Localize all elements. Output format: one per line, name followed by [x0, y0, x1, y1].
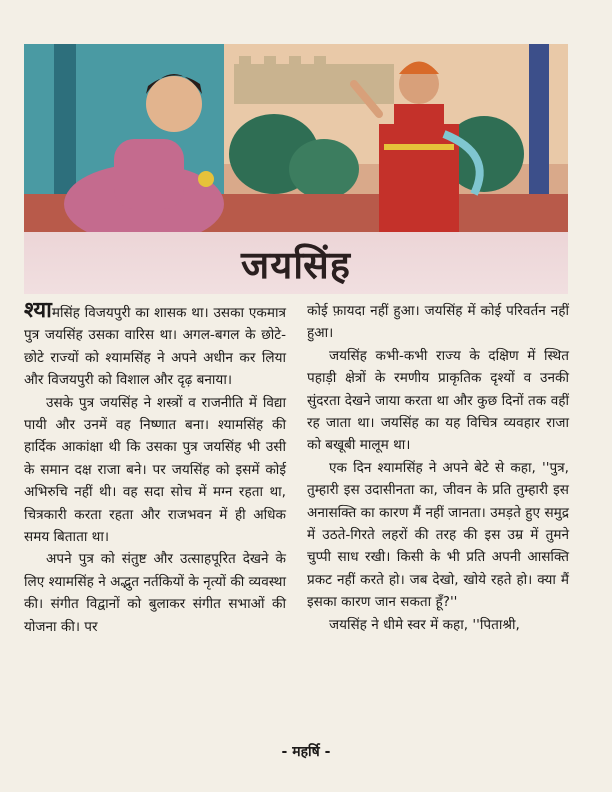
story-illustration: [24, 44, 568, 234]
story-title: जयसिंह: [241, 243, 351, 287]
illustration-art: [24, 44, 568, 232]
paragraph: उसके पुत्र जयसिंह ने शस्त्रों व राजनीति में विद्या पायी और उनमें वह निष्णात बना। श्यामसिंह की हार्दिक आकांक्षा थी कि उसका पुत्र जयसिंह भी उसी के समान दक्ष राजा बने। पर जयसिंह को इसमें कोई अभिरुचि नहीं थी। वह सदा सोच में मग्न रहता था, चित्रकारी करता रहता और राजभवन में ही अधिक समय बिताता था।: [24, 394, 286, 546]
right-column: [307, 300, 569, 636]
paragraph: कोई फ़ायदा नहीं हुआ। जयसिंह में कोई परिवर्तन नहीं हुआ।: [307, 303, 569, 342]
paragraph-text: मसिंह विजयपुरी का शासक था। उसका एकमात्र पुत्र जयसिंह उसका वारिस था। अगल-बगल के छोटे-छोटे राज्यों को श्यामसिंह ने अपने अधीन कर लिया और विजयपुरी को विशाल और दृढ़ बनाया।: [24, 305, 286, 389]
left-column: [24, 300, 286, 638]
paragraph: जयसिंह ने धीमे स्वर में कहा, ''पिताश्री,: [329, 616, 520, 633]
paragraph: [24, 300, 286, 392]
title-band: [24, 232, 568, 294]
paragraph: एक दिन श्यामसिंह ने अपने बेटे से कहा, ''पुत्र, तुम्हारी इस उदासीनता का, जीवन के प्रति तुम्हारी इस अनासक्ति का कारण मैं नहीं जानता। उमड़ते हुए समुद्र में उठते-गिरते लहरों की तरह की इस उम्र में तुमने चुप्पी साध रखी। किसी के भी प्रति अपनी आसक्ति प्रकट नहीं करते हो। जब देखो, खोये रहते हो। क्या मैं इसका कारण जान सकता हूँ?'': [307, 459, 569, 611]
paragraph: अपने पुत्र को संतुष्ट और उत्साहपूरित देखने के लिए श्यामसिंह ने अद्भुत नर्तकियों के नृत्यों की व्यवस्था की। संगीत विद्वानों को बुलाकर संगीत सभाओं की योजना की। पर: [24, 551, 286, 635]
dropcap: श्या: [24, 298, 52, 323]
page-footer: - महर्षि -: [281, 744, 331, 760]
paragraph: जयसिंह कभी-कभी राज्य के दक्षिण में स्थित पहाड़ी क्षेत्रों के रमणीय प्राकृतिक दृश्यों व उनकी सुंदरता देखने जाया करता था और कुछ दिनों तक वहीं रह जाता था। जयसिंह का यह विचित्र व्यवहार राजा को बखूबी मालूम था।: [307, 347, 569, 454]
